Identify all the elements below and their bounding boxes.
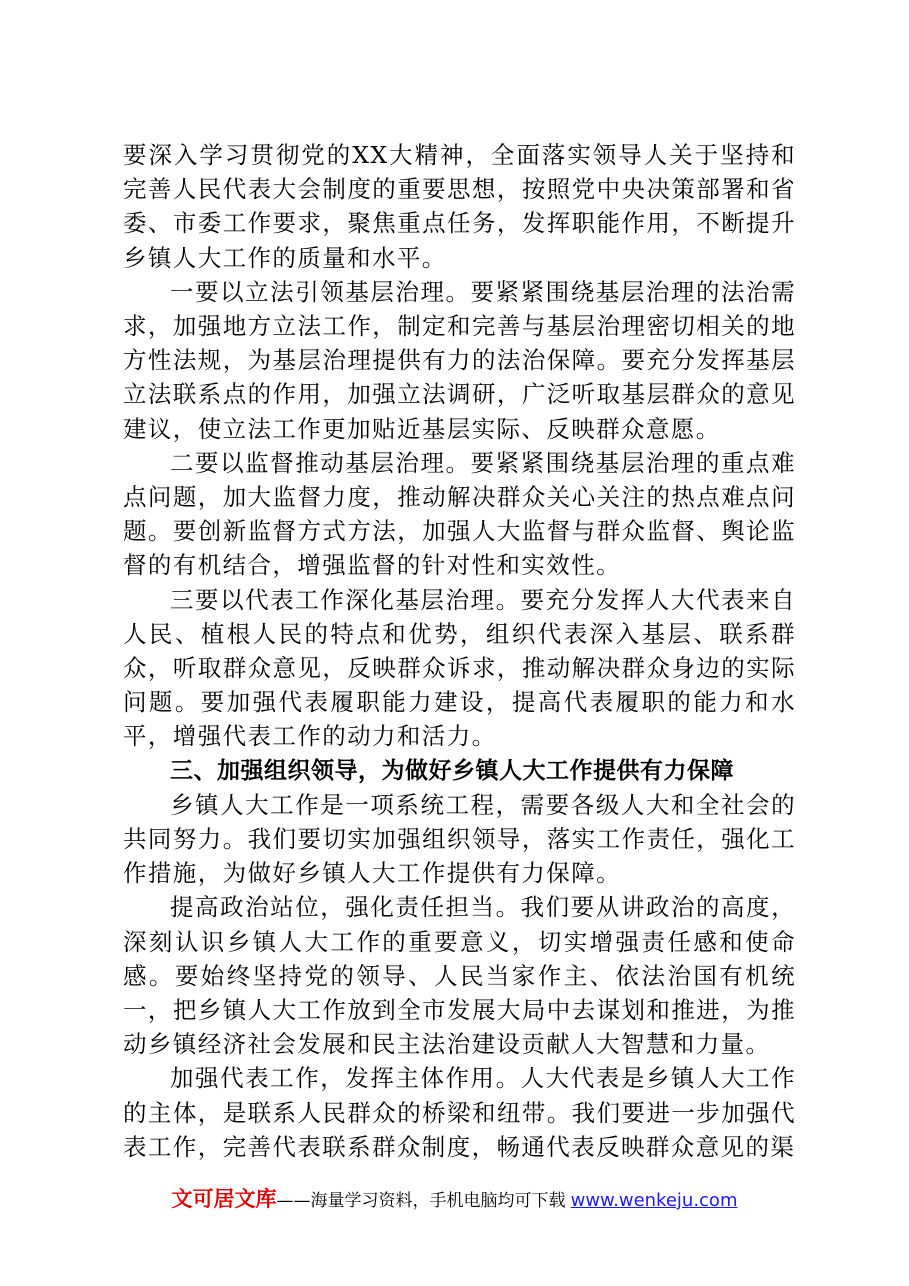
footer-brand: 文可居文库	[171, 1187, 277, 1211]
section-heading: 三、加强组织领导，为做好乡镇人大工作提供有力保障	[170, 757, 734, 784]
footer-banner	[0, 1183, 909, 1213]
paragraph-deputy-work: 加强代表工作，发挥主体作用。人大代表是乡镇人大工作的主体，是联系人民群众的桥梁和纽带。我们要进一步加强代表工作，完善代表联系群众制度，畅通代表反映群众意见的渠	[123, 1064, 796, 1161]
paragraph-deputies: 三要以代表工作深化基层治理。要充分发挥人大代表来自人民、植根人民的特点和优势，组织代表深入基层、联系群众，听取群众意见，反映群众诉求，推动解决群众身边的实际问题。要加强代表履职能力建设，提高代表履职的能力和水平，增强代表工作的动力和活力。	[123, 585, 796, 751]
paragraph-supervision: 二要以监督推动基层治理。要紧紧围绕基层治理的重点难点问题，加大监督力度，推动解决群众关心关注的热点难点问题。要创新监督方式方法，加强人大监督与群众监督、舆论监督的有机结合，增强监督的针对性和实效性。	[123, 448, 796, 580]
footer-tagline: ——海量学习资料，手机电脑均可下载	[276, 1191, 566, 1211]
paragraph-system-project: 乡镇人大工作是一项系统工程，需要各级人大和全社会的共同努力。我们要切实加强组织领导，落实工作责任，强化工作措施，为做好乡镇人大工作提供有力保障。	[123, 790, 796, 888]
document-body	[123, 138, 796, 1164]
footer-link[interactable]: www.wenkeju.com	[570, 1190, 738, 1211]
paragraph-intro: 要深入学习贯彻党的XX大精神，全面落实领导人关于坚持和完善人民代表大会制度的重要思想，按照党中央决策部署和省委、市委工作要求，聚焦重点任务，发挥职能作用，不断提升乡镇人大工作的质量和水平。	[123, 141, 796, 272]
paragraph-political-stance: 提高政治站位，强化责任担当。我们要从讲政治的高度，深刻认识乡镇人大工作的重要意义，切实增强责任感和使命感。要始终坚持党的领导、人民当家作主、依法治国有机统一，把乡镇人大工作放到全市发展大局中去谋划和推进，为推动乡镇经济社会发展和民主法治建设贡献人大智慧和力量。	[123, 893, 796, 1059]
paragraph-legislation: 一要以立法引领基层治理。要紧紧围绕基层治理的法治需求，加强地方立法工作，制定和完善与基层治理密切相关的地方性法规，为基层治理提供有力的法治保障。要充分发挥基层立法联系点的作用，加强立法调研，广泛听取基层群众的意见建议，使立法工作更加贴近基层实际、反映群众意愿。	[123, 277, 796, 443]
